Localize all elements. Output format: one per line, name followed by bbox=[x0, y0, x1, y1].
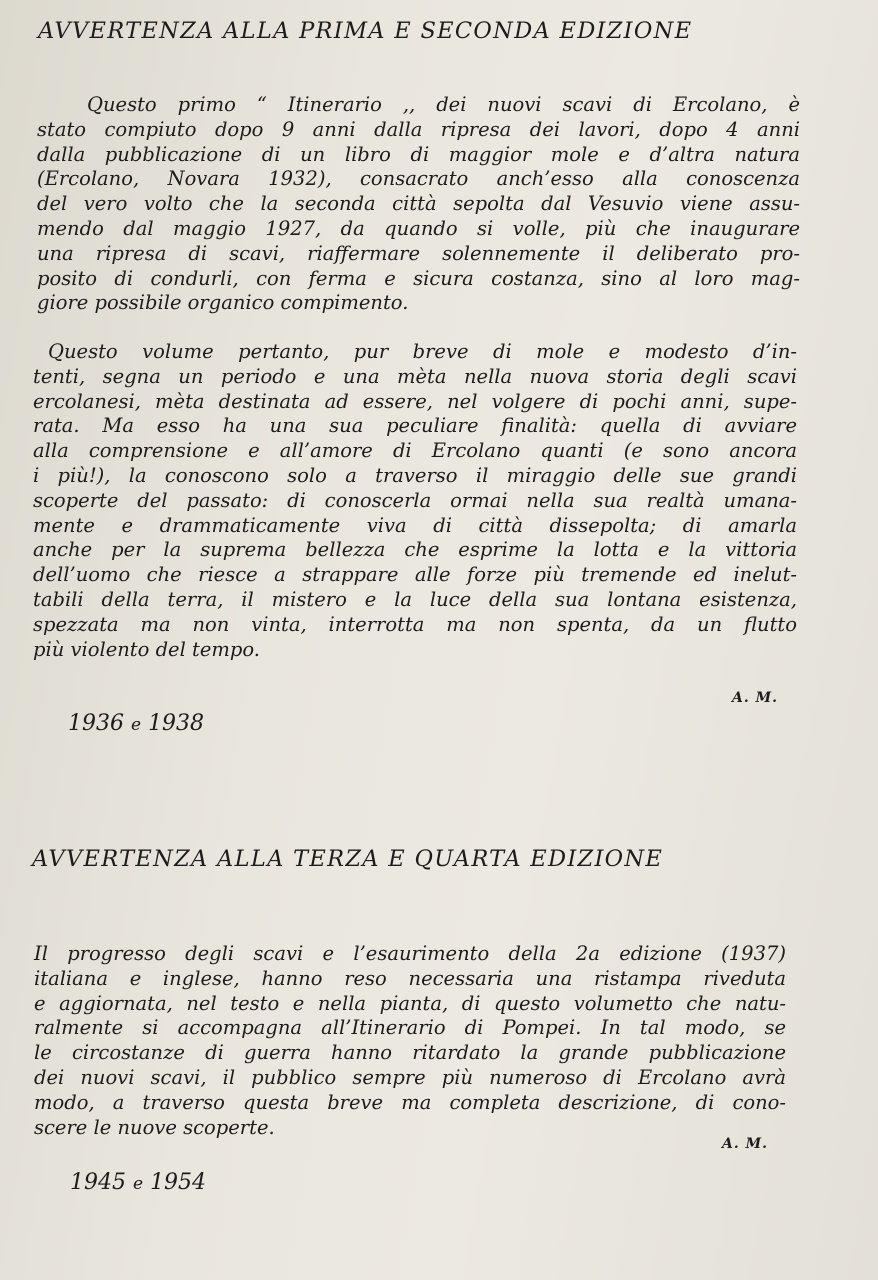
text-line: posito di condurli, con ferma e sicura costanza, sino al loro mag- bbox=[37, 266, 800, 290]
signature-initials: A. M. bbox=[722, 1136, 768, 1152]
text-line: alla comprensione e all’amore di Ercolano quanti (e sono ancora bbox=[33, 439, 797, 463]
text-line: mendo dal maggio 1927, da quando si volle, più che inaugurare bbox=[37, 216, 800, 240]
text-line: tenti, segna un periodo e una mèta nella nuova storia degli scavi bbox=[33, 364, 797, 388]
text-line: Questo volume pertanto, pur breve di mole e modesto d’in- bbox=[48, 340, 797, 363]
paragraph-third bbox=[34, 942, 786, 1140]
text-line: Il progresso degli scavi e l’esaurimento della 2a edizione (1937) bbox=[34, 942, 786, 965]
text-line: tabili della terra, il mistero e la luce della sua lontana esistenza, bbox=[33, 587, 797, 611]
text-line: italiana e inglese, hanno reso necessaria una ristampa riveduta bbox=[34, 966, 786, 990]
date-conjunction: e bbox=[131, 715, 142, 735]
text-line: mente e drammaticamente viva di città dissepolta; di amarla bbox=[33, 513, 797, 537]
text-line: stato compiuto dopo 9 anni dalla ripresa dei lavori, dopo 4 anni bbox=[37, 117, 800, 141]
text-line: una ripresa di scavi, riaffermare solennemente il deliberato pro- bbox=[37, 241, 800, 265]
text-line: dell’uomo che riesce a strappare alle forze più tremende ed inelut- bbox=[33, 563, 797, 587]
text-line: anche per la suprema bellezza che esprime la lotta e la vittoria bbox=[33, 538, 797, 562]
edition-year: 1936 bbox=[68, 711, 124, 736]
text-line: scoperte del passato: di conoscerla ormai nella sua realtà umana- bbox=[33, 488, 797, 512]
text-line: ercolanesi, mèta destinata ad essere, nel volgere di pochi anni, supe- bbox=[33, 389, 797, 413]
text-line: i più!), la conoscono solo a traverso il miraggio delle sue grandi bbox=[33, 463, 797, 487]
text-line: (Ercolano, Novara 1932), consacrato anch’esso alla conoscenza bbox=[37, 167, 800, 191]
text-line: rata. Ma esso ha una sua peculiare finalità: quella di avviare bbox=[33, 414, 797, 438]
text-line: giore possibile organico compimento. bbox=[37, 291, 409, 315]
section-heading-first-second-edition: AVVERTENZA ALLA PRIMA E SECONDA EDIZIONE bbox=[38, 18, 693, 44]
section-heading-third-fourth-edition: AVVERTENZA ALLA TERZA E QUARTA EDIZIONE bbox=[32, 846, 664, 872]
edition-year: 1945 bbox=[70, 1170, 126, 1195]
edition-year: 1938 bbox=[148, 711, 205, 736]
edition-dates bbox=[70, 1170, 206, 1195]
text-line: dei nuovi scavi, il pubblico sempre più numeroso di Ercolano avrà bbox=[34, 1065, 786, 1089]
text-line: e aggiornata, nel testo e nella pianta, di questo volumetto che natu- bbox=[34, 991, 786, 1015]
text-line: spezzata ma non vinta, interrotta ma non spenta, da un flutto bbox=[33, 612, 797, 636]
text-line: modo, a traverso questa breve ma completa descrizione, di cono- bbox=[34, 1090, 786, 1114]
edition-dates bbox=[68, 711, 204, 736]
text-line: Questo primo “ Itinerario ,, dei nuovi scavi di Ercolano, è bbox=[87, 93, 800, 116]
text-line: più violento del tempo. bbox=[33, 637, 260, 661]
text-line: del vero volto che la seconda città sepolta dal Vesuvio viene assu- bbox=[37, 192, 800, 216]
paragraph-second bbox=[33, 340, 797, 662]
text-line: ralmente si accompagna all’Itinerario di Pompei. In tal modo, se bbox=[34, 1016, 786, 1040]
edition-year: 1954 bbox=[150, 1170, 207, 1195]
text-line: scere le nuove scoperte. bbox=[34, 1115, 275, 1139]
date-conjunction: e bbox=[133, 1174, 144, 1194]
text-line: le circostanze di guerra hanno ritardato la grande pubblicazione bbox=[34, 1041, 786, 1065]
paragraph-first bbox=[37, 93, 800, 316]
signature-initials: A. M. bbox=[732, 690, 778, 706]
text-line: dalla pubblicazione di un libro di maggior mole e d’altra natura bbox=[37, 142, 800, 166]
